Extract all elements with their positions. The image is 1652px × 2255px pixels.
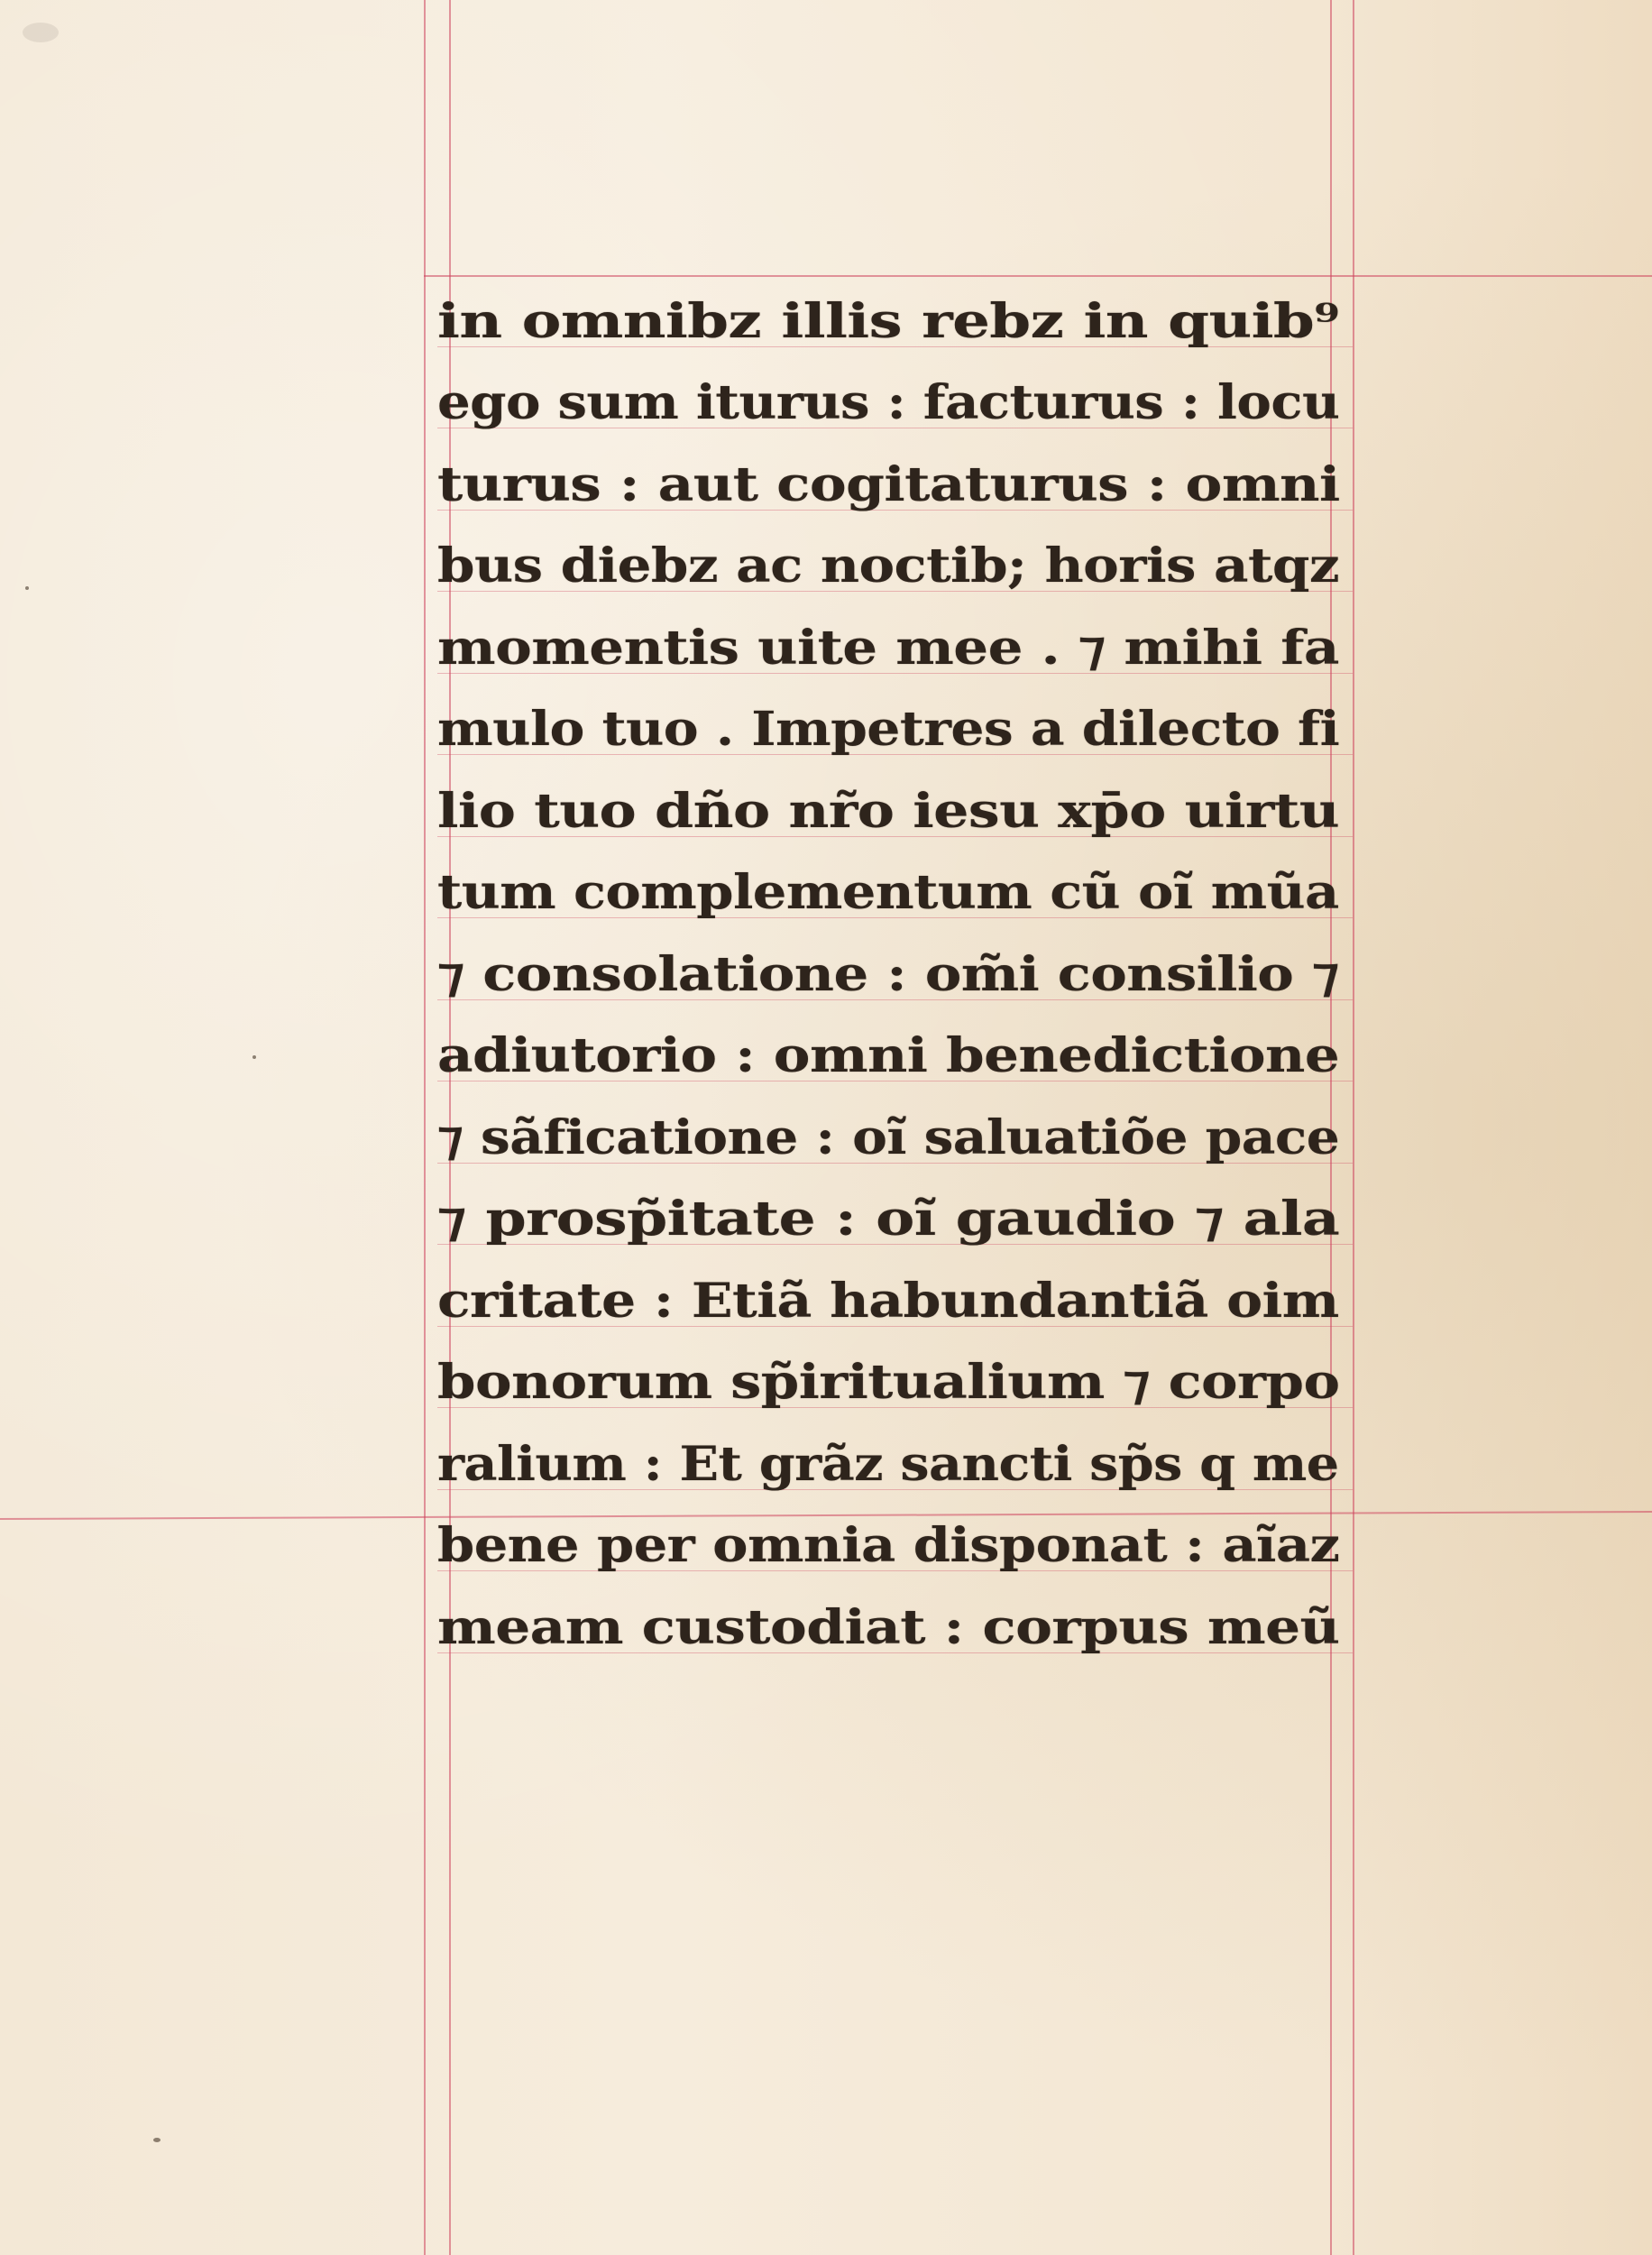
text-line [437,523,1353,605]
text-line [437,441,1353,523]
text-line-content: bonorum sp̃iritualium ⁊ corpo [437,1355,1340,1410]
text-line-content: turus : aut cogitaturus : omni [437,456,1340,512]
text-line [437,686,1353,769]
text-line-content: momentis uite mee . ⁊ mihi fa [437,620,1339,676]
text-line-content: bene per omnia disponat : aĩaz [437,1518,1340,1573]
text-line-content: critate : Etiã habundantiã oim [437,1273,1339,1329]
ruling-right-outer [1353,0,1354,2255]
ink-speck [25,586,29,590]
text-line [437,1013,1353,1095]
text-line-content: ⁊ sãficatione : oĩ saluatiõe pace [437,1109,1340,1165]
text-line-content: lio tuo dño nr̃o iesu xp̄o uirtu [437,783,1340,839]
ruling-top [424,275,1652,277]
text-line [437,604,1353,686]
text-line [437,1339,1353,1422]
ruling-left-inner [424,0,426,2255]
ink-speck [252,1055,256,1059]
text-line-content: mulo tuo . Impetres a dilecto fi [437,702,1340,757]
text-line [437,768,1353,850]
ink-speck [153,2138,161,2142]
text-line [437,931,1353,1013]
text-line [437,850,1353,932]
text-line-content: tum complementum cũ oĩ mũa [437,865,1339,920]
text-line [437,1503,1353,1585]
text-line [437,278,1353,360]
text-line-content: ralium : Et grãz sancti sp̃s q me [437,1436,1339,1492]
text-line [437,1094,1353,1176]
text-line [437,1584,1353,1666]
manuscript-text-block [437,278,1353,1666]
text-line [437,360,1353,442]
text-line [437,1257,1353,1339]
text-line [437,1176,1353,1258]
text-line-content: in omnibz illis rebz in quib⁹ [437,293,1340,349]
text-line-content: adiutorio : omni benedictione [437,1028,1340,1083]
text-line [437,1421,1353,1503]
page-smudge [23,23,59,42]
text-line-content: ⁊ prosp̃itate : oĩ gaudio ⁊ ala [437,1192,1340,1247]
text-line-content: bus diebz ac noctib; horis atqz [437,538,1340,594]
text-line-content: ⁊ consolatione : om̃i consilio ⁊ [437,946,1339,1002]
text-line-content: meam custodiat : corpus meũ [437,1599,1340,1655]
text-line-content: ego sum iturus : facturus : locu [437,375,1340,430]
